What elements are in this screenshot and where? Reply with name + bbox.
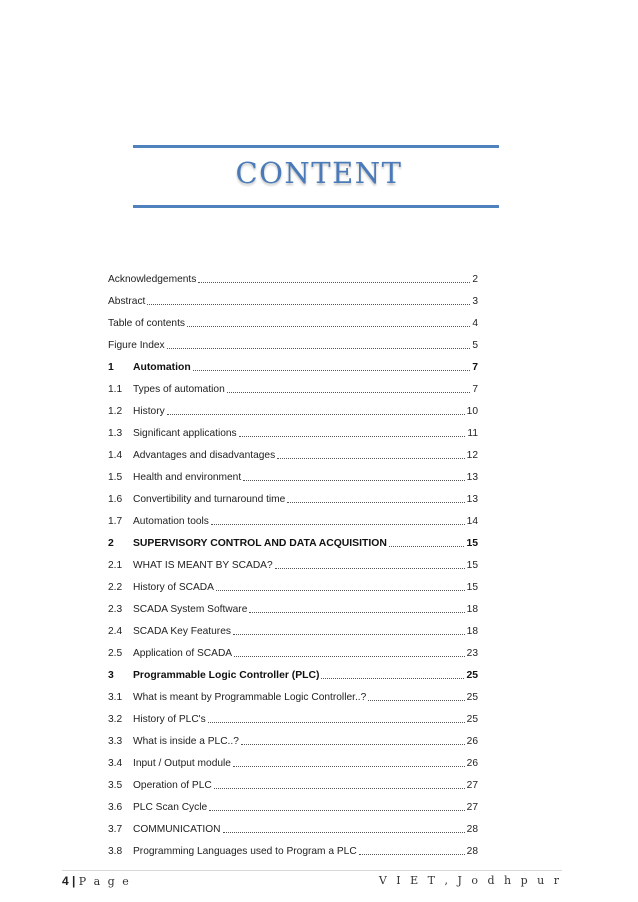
toc-entry-page: 3 [472, 296, 478, 307]
toc-entry-number: 1.7 [108, 516, 123, 527]
toc-entry-label: Programming Languages used to Program a PLC [133, 846, 357, 857]
toc-leader-dots [241, 734, 465, 745]
toc-entry-page: 2 [472, 274, 478, 285]
toc-entry-number: 2.3 [108, 604, 123, 615]
footer-page-number: 4 [62, 874, 69, 888]
toc-entry-label: Table of contents [108, 318, 186, 329]
toc-leader-dots [277, 448, 464, 459]
toc-entry-page: 18 [466, 604, 478, 615]
toc-leader-dots [147, 294, 470, 305]
toc-entry-number: 3.8 [108, 846, 123, 857]
toc-entry[interactable] [108, 615, 478, 637]
toc-entry-label: Abstract [108, 296, 146, 307]
toc-entry-number: 1.1 [108, 384, 123, 395]
toc-entry[interactable] [108, 571, 478, 593]
toc-entry-number: 3.1 [108, 692, 123, 703]
toc-leader-dots [239, 426, 466, 437]
toc-entry[interactable] [108, 791, 478, 813]
footer-institution: V I E T , J o d h p u r [378, 874, 562, 887]
toc-entry[interactable] [108, 461, 478, 483]
toc-leader-dots [198, 272, 470, 283]
toc-entry-page: 11 [467, 428, 478, 439]
toc-entry[interactable] [108, 747, 478, 769]
toc-entry-number: 3.4 [108, 758, 123, 769]
toc-entry-label: What is inside a PLC..? [133, 736, 239, 747]
toc-entry-number: 3.6 [108, 802, 123, 813]
toc-entry[interactable] [108, 813, 478, 835]
toc-entry-page: 7 [472, 384, 478, 395]
toc-leader-dots [321, 668, 464, 679]
toc-leader-dots [193, 360, 471, 371]
toc-entry-number: 2 [108, 538, 114, 549]
toc-entry-label: Automation tools [133, 516, 209, 527]
toc-entry-label: Operation of PLC [133, 780, 212, 791]
toc-entry-label: SCADA Key Features [133, 626, 231, 637]
toc-entry[interactable] [108, 527, 478, 549]
toc-entry[interactable] [108, 307, 478, 329]
table-of-contents [108, 263, 478, 857]
toc-leader-dots [216, 580, 465, 591]
toc-entry-number: 3 [108, 670, 114, 681]
toc-entry-page: 25 [466, 692, 478, 703]
toc-entry-label: Automation [133, 362, 191, 373]
toc-entry-page: 4 [472, 318, 478, 329]
toc-entry[interactable] [108, 681, 478, 703]
toc-entry-number: 2.2 [108, 582, 123, 593]
toc-entry-number: 2.5 [108, 648, 123, 659]
toc-entry-label: Significant applications [133, 428, 237, 439]
toc-entry[interactable] [108, 835, 478, 857]
toc-entry-label: Advantages and disadvantages [133, 450, 276, 461]
toc-entry-page: 28 [466, 824, 478, 835]
toc-entry-page: 13 [466, 472, 478, 483]
toc-leader-dots [167, 404, 465, 415]
toc-entry[interactable] [108, 703, 478, 725]
toc-entry[interactable] [108, 351, 478, 373]
toc-entry-page: 13 [466, 494, 478, 505]
toc-entry-number: 1.3 [108, 428, 123, 439]
toc-leader-dots [209, 800, 464, 811]
toc-entry-label: Acknowledgements [108, 274, 197, 285]
toc-entry-page: 14 [466, 516, 478, 527]
toc-entry-label: What is meant by Programmable Logic Controller..? [133, 692, 367, 703]
toc-entry[interactable] [108, 483, 478, 505]
toc-entry-label: History of PLC's [133, 714, 206, 725]
toc-entry-label: Input / Output module [133, 758, 231, 769]
toc-entry-page: 5 [472, 340, 478, 351]
page-title: CONTENT [235, 156, 403, 190]
toc-entry-page: 15 [466, 560, 478, 571]
toc-entry-label: SCADA System Software [133, 604, 248, 615]
toc-leader-dots [243, 470, 464, 481]
footer-page-word: P a g e [78, 875, 131, 888]
toc-entry-page: 27 [466, 802, 478, 813]
toc-entry-number: 2.4 [108, 626, 123, 637]
toc-leader-dots [187, 316, 470, 327]
toc-entry-label: SUPERVISORY CONTROL AND DATA ACQUISITION [133, 538, 387, 549]
toc-entry-label: Health and environment [133, 472, 242, 483]
title-rule-top [133, 145, 499, 148]
toc-leader-dots [389, 536, 465, 547]
toc-entry[interactable] [108, 373, 478, 395]
toc-entry-number: 1 [108, 362, 114, 373]
toc-entry-page: 26 [466, 736, 478, 747]
toc-leader-dots [368, 690, 464, 701]
toc-leader-dots [249, 602, 464, 613]
toc-entry-page: 27 [466, 780, 478, 791]
toc-leader-dots [359, 844, 465, 855]
toc-entry-label: History [133, 406, 165, 417]
toc-leader-dots [227, 382, 471, 393]
toc-entry-number: 3.7 [108, 824, 123, 835]
toc-entry-number: 1.4 [108, 450, 123, 461]
toc-entry-page: 25 [466, 670, 478, 681]
footer-separator: | [72, 874, 76, 888]
toc-entry-page: 26 [466, 758, 478, 769]
toc-entry[interactable] [108, 549, 478, 571]
footer-divider [62, 870, 562, 871]
toc-entry[interactable] [108, 395, 478, 417]
toc-entry-label: Programmable Logic Controller (PLC) [133, 670, 320, 681]
footer-page-label [62, 874, 131, 888]
toc-entry-page: 18 [466, 626, 478, 637]
toc-entry[interactable] [108, 417, 478, 439]
toc-entry-number: 2.1 [108, 560, 123, 571]
toc-entry-number: 1.5 [108, 472, 123, 483]
toc-entry[interactable] [108, 659, 478, 681]
toc-leader-dots [234, 646, 465, 657]
toc-entry-label: WHAT IS MEANT BY SCADA? [133, 560, 273, 571]
toc-entry-page: 28 [466, 846, 478, 857]
toc-leader-dots [214, 778, 465, 789]
toc-entry-page: 10 [466, 406, 478, 417]
toc-entry[interactable] [108, 329, 478, 351]
toc-leader-dots [208, 712, 465, 723]
toc-entry[interactable] [108, 593, 478, 615]
toc-entry[interactable] [108, 285, 478, 307]
toc-leader-dots [287, 492, 464, 503]
toc-entry-page: 23 [466, 648, 478, 659]
title-rule-bottom [133, 205, 499, 208]
toc-entry[interactable] [108, 725, 478, 747]
toc-entry-number: 1.2 [108, 406, 123, 417]
toc-entry-label: Application of SCADA [133, 648, 233, 659]
toc-leader-dots [275, 558, 465, 569]
toc-entry[interactable] [108, 439, 478, 461]
toc-entry-number: 1.6 [108, 494, 123, 505]
toc-entry[interactable] [108, 505, 478, 527]
toc-entry-page: 7 [472, 362, 478, 373]
toc-leader-dots [211, 514, 465, 525]
toc-leader-dots [233, 624, 465, 635]
toc-entry[interactable] [108, 263, 478, 285]
toc-entry-label: Convertibility and turnaround time [133, 494, 286, 505]
toc-entry[interactable] [108, 637, 478, 659]
toc-entry-number: 3.5 [108, 780, 123, 791]
toc-entry-page: 15 [466, 538, 478, 549]
toc-leader-dots [223, 822, 465, 833]
toc-entry-label: Figure Index [108, 340, 165, 351]
toc-entry-page: 12 [466, 450, 478, 461]
toc-entry-number: 3.3 [108, 736, 123, 747]
toc-entry-number: 3.2 [108, 714, 123, 725]
toc-entry-label: COMMUNICATION [133, 824, 221, 835]
toc-leader-dots [233, 756, 465, 767]
toc-entry-page: 15 [466, 582, 478, 593]
toc-entry-page: 25 [466, 714, 478, 725]
toc-entry-label: PLC Scan Cycle [133, 802, 208, 813]
toc-entry-label: Types of automation [133, 384, 225, 395]
toc-entry-label: History of SCADA [133, 582, 214, 593]
toc-leader-dots [167, 338, 471, 349]
toc-entry[interactable] [108, 769, 478, 791]
